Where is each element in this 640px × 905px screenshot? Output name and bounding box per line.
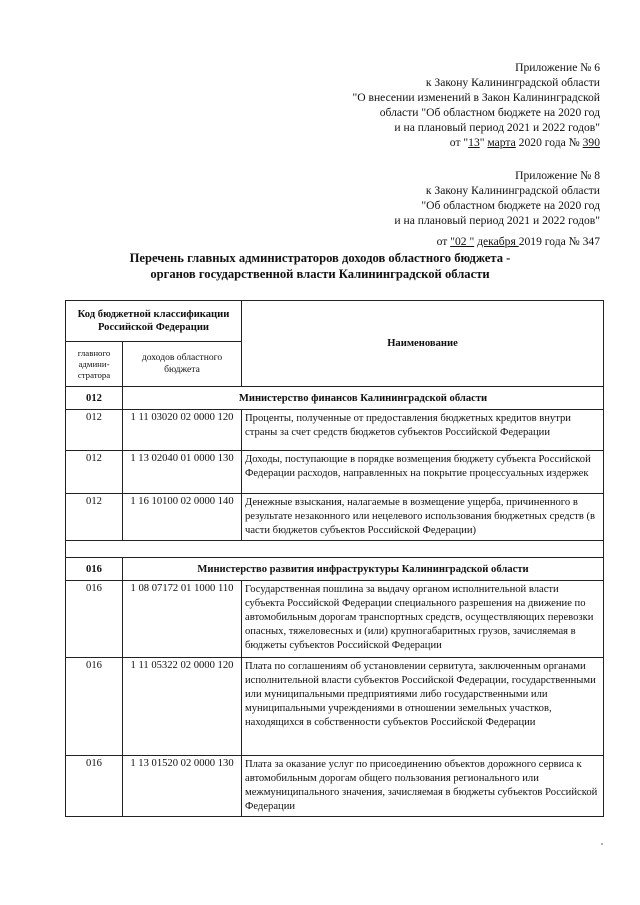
income-code-cell: 1 13 02040 01 0000 130: [123, 451, 242, 494]
ministry-code: 016: [66, 558, 123, 581]
income-name-cell: Денежные взыскания, налагаемые в возмещение ущерба, причиненного в результате незаконного или нецелевого использования бюджетных средств (в части бюджетов субъектов Российской Федерации): [242, 494, 604, 541]
header-name: Наименование: [242, 301, 604, 387]
income-code-cell: 1 13 01520 02 0000 130: [123, 756, 242, 817]
spacer-row: [66, 541, 604, 558]
appendix-6-line3: "О внесении изменений в Закон Калининградской: [352, 91, 600, 104]
appendix-8-line2: к Закону Калининградской области: [425, 184, 600, 197]
income-code-cell: 1 11 03020 02 0000 120: [123, 410, 242, 451]
income-code-cell: 1 16 10100 02 0000 140: [123, 494, 242, 541]
income-name-cell: Проценты, полученные от предоставления бюджетных кредитов внутри страны за счет средств бюджетов субъектов Российской Федерации: [242, 410, 604, 451]
header-kbk: Код бюджетной классификации Российской Федерации: [66, 301, 242, 342]
appendix-6-date-year: 2020 года №: [515, 136, 583, 149]
appendix-8-date-month: декабря: [477, 235, 519, 248]
appendix-6-line5: и на плановый период 2021 и 2022 годов": [394, 121, 600, 134]
appendix-6-date-number: 390: [582, 136, 600, 149]
appendix-6-header: [352, 60, 600, 150]
scan-speck: [601, 843, 603, 845]
table-row: [66, 494, 604, 541]
header-admin: главного админи-стратора: [66, 342, 123, 387]
administrators-table: [65, 300, 604, 817]
admin-code-cell: 016: [66, 581, 123, 658]
admin-code-cell: 012: [66, 410, 123, 451]
title-line2: органов государственной власти Калининградской области: [150, 267, 490, 281]
income-name-cell: Государственная пошлина за выдачу органом исполнительной власти субъекта Российской Федерации специального разрешения на движение по автомобильным дорогам транспортных средств, осуществляющих перевозки опасных, тяжеловесных и (или) крупногабаритных грузов, зачисляемая в бюджеты субъектов Российской Федерации: [242, 581, 604, 658]
title-line1: Перечень главных администраторов доходов областного бюджета -: [129, 251, 511, 265]
table-row: [66, 756, 604, 817]
appendix-6-line2: к Закону Калининградской области: [425, 76, 600, 89]
income-name-cell: Плата за оказание услуг по присоединению объектов дорожного сервиса к автомобильным дорогам общего пользования регионального или межмуниципального значения, зачисляемая в бюджеты субъектов Российской Федерации: [242, 756, 604, 817]
appendix-8-line1: Приложение № 8: [515, 169, 600, 182]
table-header-row-1: [66, 301, 604, 342]
appendix-8-date: [394, 234, 600, 249]
ministry-row: [66, 558, 604, 581]
appendix-6-date-day: 13: [468, 136, 480, 149]
document-title: [60, 250, 580, 282]
appendix-8-line4: и на плановый период 2021 и 2022 годов": [394, 214, 600, 227]
appendix-6-date-prefix: от ": [449, 136, 469, 149]
appendix-8-line3: "Об областном бюджете на 2020 год: [421, 199, 600, 212]
table-row: [66, 581, 604, 658]
ministry-name: Министерство финансов Калининградской области: [123, 387, 604, 410]
income-code-cell: 1 08 07172 01 1000 110: [123, 581, 242, 658]
appendix-8-date-year: 2019 года № 347: [518, 235, 600, 248]
admin-code-cell: 016: [66, 658, 123, 756]
appendix-6-line1: Приложение № 6: [515, 61, 600, 74]
appendix-6-line4: области "Об областном бюджете на 2020 год: [379, 106, 600, 119]
admin-code-cell: 012: [66, 494, 123, 541]
table-row: [66, 658, 604, 756]
ministry-code: 012: [66, 387, 123, 410]
appendix-6-date-month: марта: [487, 136, 516, 149]
admin-code-cell: 016: [66, 756, 123, 817]
income-code-cell: 1 11 05322 02 0000 120: [123, 658, 242, 756]
spacer-cell: [66, 541, 604, 558]
table-row: [66, 451, 604, 494]
appendix-6-date: [352, 135, 600, 150]
income-name-cell: Доходы, поступающие в порядке возмещения бюджету субъекта Российской Федерации расходов, направленных на покрытие процессуальных издержек: [242, 451, 604, 494]
ministry-name: Министерство развития инфраструктуры Калининградской области: [123, 558, 604, 581]
ministry-row: [66, 387, 604, 410]
table-row: [66, 410, 604, 451]
appendix-8-header: [394, 168, 600, 249]
admin-code-cell: 012: [66, 451, 123, 494]
income-name-cell: Плата по соглашениям об установлении сервитута, заключенным органами исполнительной власти субъектов Российской Федерации, государственными или муниципальными предприятиями либо государственными или муниципальными учреждениями в отношении земельных участков, находящихся в собственности субъектов Российской Федерации: [242, 658, 604, 756]
appendix-6-date-mid: ": [479, 136, 488, 149]
appendix-8-date-day: "02 ": [450, 235, 475, 248]
appendix-8-date-prefix: от: [436, 235, 451, 248]
header-income: доходов областного бюджета: [123, 342, 242, 387]
